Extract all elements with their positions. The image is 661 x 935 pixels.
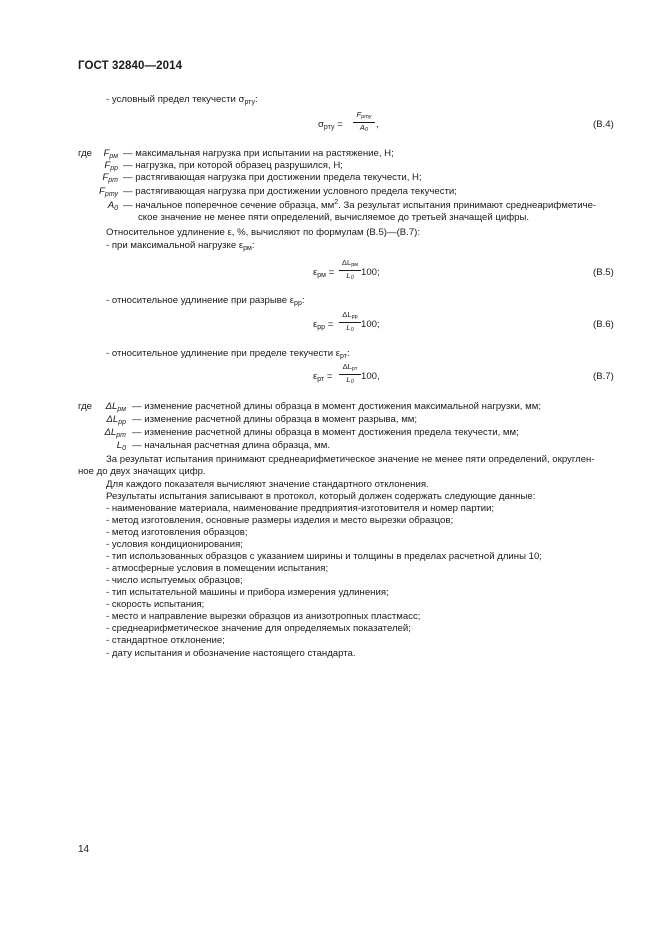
list-item: - число испытуемых образцов; bbox=[106, 575, 243, 586]
document-header: ГОСТ 32840—2014 bbox=[78, 60, 183, 72]
list-item: - условия кондиционирования; bbox=[106, 539, 243, 550]
formula-b5-fraction: ΔLрм L0 bbox=[339, 258, 361, 283]
formula-b7: $\varepsilon_{рт}$ = ΔLрт L0 100, bbox=[313, 362, 380, 385]
formula-b5-number: (В.5) bbox=[593, 267, 614, 278]
formula-b4-fraction: Fрту A0 bbox=[353, 110, 375, 135]
formula-b7-fraction: ΔLрт L0 bbox=[339, 362, 361, 387]
std-dev-paragraph: Для каждого показателя вычисляют значение стандартного отклонения. bbox=[106, 479, 429, 490]
formula-b4-lhs: $\sigma_{рту}$ = bbox=[318, 119, 343, 131]
def-text: — растягивающая нагрузка при достижении условного предела текучести; bbox=[123, 186, 457, 197]
formula-b4-tail: , bbox=[376, 119, 379, 130]
formula-b6-number: (В.6) bbox=[593, 319, 614, 330]
list-item: - среднеарифметическое значение для определяемых показателей; bbox=[106, 623, 411, 634]
formula-b6: $\varepsilon_{рр}$ = ΔLрр L0 100; bbox=[313, 310, 380, 333]
formula-b6-fraction: ΔLрр L0 bbox=[339, 310, 361, 335]
list-item: - атмосферные условия в помещении испытания; bbox=[106, 563, 329, 574]
item-yield: - относительное удлинение при пределе текучести $\varepsilon_{рт}$: bbox=[106, 348, 350, 360]
list-item: - место и направление вырезки образцов из анизотропных пластмасс; bbox=[106, 611, 421, 622]
def-text: — изменение расчетной длины образца в момент достижения предела текучести, мм; bbox=[132, 427, 519, 438]
list-item: - тип использованных образцов с указанием ширины и толщины в пределах расчетной длины 10; bbox=[106, 551, 542, 562]
def-symbol: $F_{рт}$ bbox=[102, 172, 118, 184]
where-label-1: где bbox=[78, 148, 93, 159]
list-item: - наименование материала, наименование предприятия-изготовителя и номер партии; bbox=[106, 503, 495, 514]
result-paragraph: За результат испытания принимают среднеарифметическое значение не менее пяти определений, округлен- bbox=[106, 454, 595, 465]
item-max-load: - при максимальной нагрузке $\varepsilon_{рм}$: bbox=[106, 240, 255, 252]
def-text: — максимальная нагрузка при испытании на растяжение, Н; bbox=[123, 148, 394, 159]
def-text: — начальное поперечное сечение образца, $мм^2$. За результат испытания принимают среднеарифметиче- bbox=[123, 199, 597, 211]
result-paragraph-cont: ное до двух значащих цифр. bbox=[78, 466, 206, 477]
page-number: 14 bbox=[78, 844, 90, 855]
formula-b5: $\varepsilon_{рм}$ = ΔLрм L0 100; bbox=[313, 258, 380, 281]
elongation-intro: Относительное удлинение ε, %, вычисляют по формулам (В.5)—(В.7): bbox=[106, 227, 421, 238]
def-symbol: $\Delta L_{рм}$ bbox=[105, 401, 126, 413]
list-item: - скорость испытания; bbox=[106, 599, 205, 610]
list-item: - тип испытательной машины и прибора измерения удлинения; bbox=[106, 587, 389, 598]
def-text: — начальная расчетная длина образца, мм. bbox=[132, 440, 331, 451]
def-continuation: ское значение не менее пяти определений, вычисляемое до третьей значащей цифры. bbox=[138, 212, 530, 223]
def-symbol: $F_{рту}$ bbox=[99, 186, 118, 198]
def-symbol: $F_{рм}$ bbox=[103, 148, 118, 160]
formula-b4-number: (В.4) bbox=[593, 119, 614, 130]
list-item: - стандартное отклонение; bbox=[106, 635, 225, 646]
list-item: - метод изготовления образцов; bbox=[106, 527, 248, 538]
def-text: — изменение расчетной длины образца в момент разрыва, мм; bbox=[132, 414, 418, 425]
item-break: - относительное удлинение при разрыве $\varepsilon_{рр}$: bbox=[106, 295, 305, 307]
def-symbol: $L_0$ bbox=[116, 440, 126, 452]
intro-yield-text: - условный предел текучести σ bbox=[106, 94, 245, 105]
report-intro: Результаты испытания записывают в протокол, который должен содержать следующие данные: bbox=[106, 491, 536, 502]
intro-yield-line: - условный предел текучести $\sigma_{рту}$: bbox=[106, 94, 258, 106]
def-symbol: $\Delta L_{рт}$ bbox=[104, 427, 126, 439]
formula-b7-number: (В.7) bbox=[593, 371, 614, 382]
def-text: — изменение расчетной длины образца в момент достижения максимальной нагрузки, мм; bbox=[132, 401, 541, 412]
list-item: - метод изготовления, основные размеры изделия и место вырезки образцов; bbox=[106, 515, 454, 526]
list-item: - дату испытания и обозначение настоящего стандарта. bbox=[106, 648, 356, 659]
def-symbol: $\Delta L_{рр}$ bbox=[106, 414, 126, 426]
where-label-2: где bbox=[78, 401, 93, 412]
intro-yield-sub: рту bbox=[244, 99, 255, 106]
def-text: — растягивающая нагрузка при достижении предела текучести, Н; bbox=[123, 172, 422, 183]
def-symbol: $F_{рр}$ bbox=[104, 160, 118, 172]
def-text: — нагрузка, при которой образец разрушился, Н; bbox=[123, 160, 343, 171]
formula-b4 bbox=[318, 110, 398, 140]
def-symbol: $A_0$ bbox=[107, 200, 118, 212]
